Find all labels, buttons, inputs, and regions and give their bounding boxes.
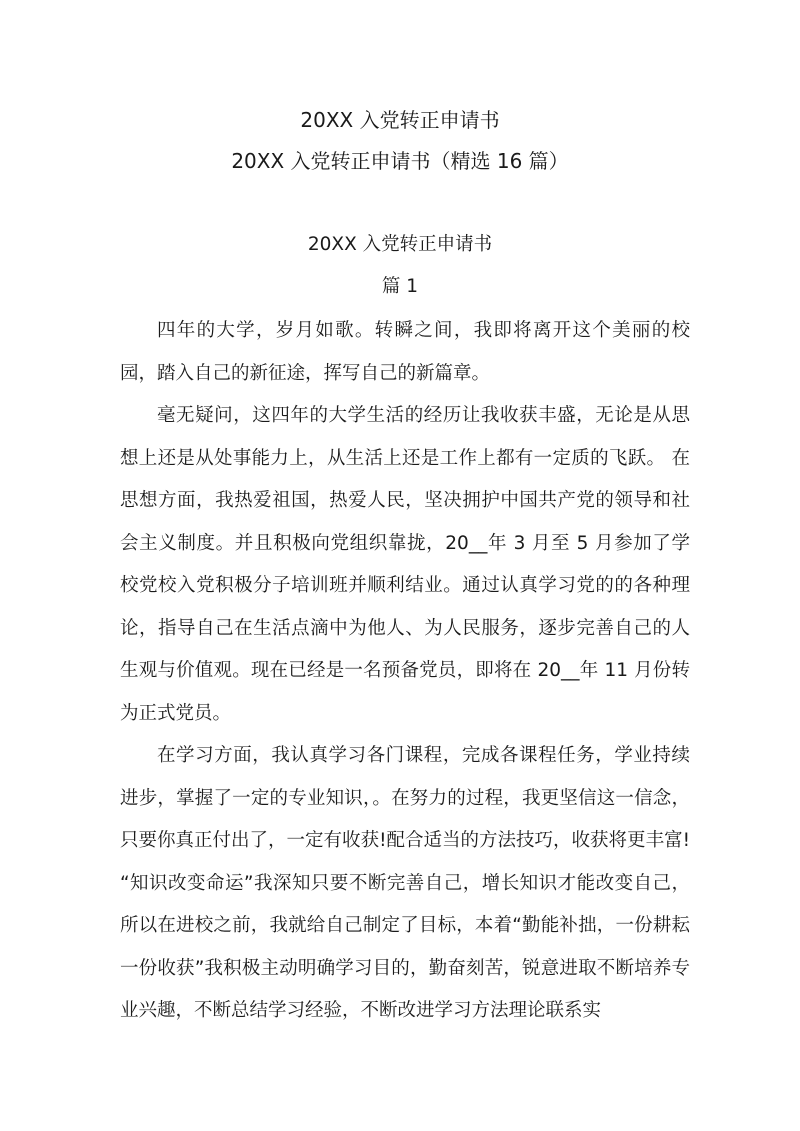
chapter-label: 篇 1 bbox=[381, 276, 419, 297]
document-subtitle: 20XX 入党转正申请书（精选 16 篇） bbox=[231, 149, 569, 173]
document-title: 20XX 入党转正申请书 bbox=[300, 108, 500, 132]
paragraph: 四年的大学，岁月如歌。转瞬之间，我即将离开这个美丽的校园，踏入自己的新征途，挥写自己的新篇章。 bbox=[120, 320, 690, 384]
section-title: 20XX 入党转正申请书 bbox=[307, 234, 493, 255]
paragraph: 毫无疑问，这四年的大学生活的经历让我收获丰盛，无论是从思想上还是从处事能力上，从生活上还是工作上都有一定质的飞跃。 在思想方面，我热爱祖国，热爱人民，坚决拥护中国共产党的领导和社会主义制度。并且积极向党组织靠拢，20__年 3 月至 5 月参加了学校党校入党积极分子培训班并顺利结业。通过认真学习党的的各种理论，指导自己在生活点滴中为他人、为人民服务，逐步完善自己的人生观与价值观。现在已经是一名预备党员，即将在 20__年 11 月份转为正式党员。 bbox=[120, 405, 690, 724]
paragraph: 在学习方面，我认真学习各门课程，完成各课程任务，学业持续进步，掌握了一定的专业知识，。在努力的过程，我更坚信这一信念，只要你真正付出了，一定有收获!配合适当的方法技巧，收获将更丰富! “知识改变命运”我深知只要不断完善自己，增长知识才能改变自己，所以在进校之前，我就给自己制定了目标，本着“勤能补拙，一份耕耘一份收获”我积极主动明确学习目的，勤奋刻苦，锐意进取不断培养专业兴趣，不断总结学习经验，不断改进学习方法理论联系实 bbox=[120, 745, 690, 1021]
document-body bbox=[120, 310, 690, 1033]
